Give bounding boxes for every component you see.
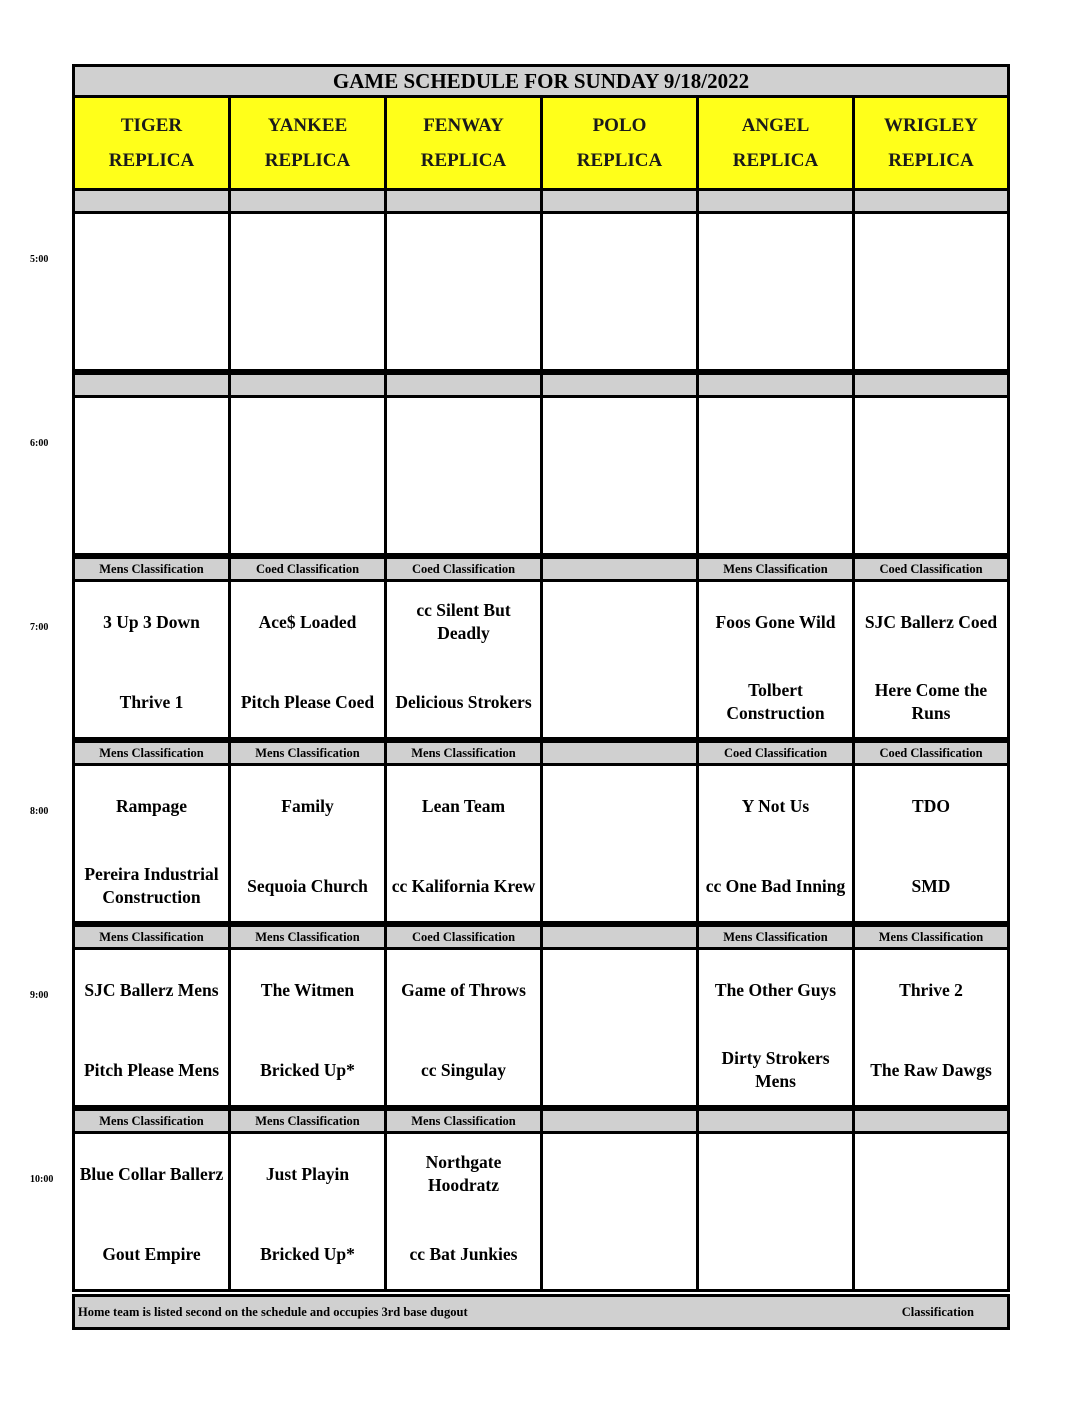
away-team: Thrive 2 xyxy=(899,979,963,1000)
classification-cell xyxy=(543,743,696,763)
field-name: POLO xyxy=(592,115,647,136)
time-label: 8:00 xyxy=(30,806,49,817)
classification-cell: Mens Classification xyxy=(723,929,828,944)
away-team xyxy=(855,398,1007,478)
classification-cell xyxy=(387,375,540,395)
game-cell xyxy=(543,950,696,1105)
classification-cell: Coed Classification xyxy=(879,561,983,576)
game-cell xyxy=(855,950,1007,1105)
home-team xyxy=(855,478,1007,558)
away-team xyxy=(855,1134,1007,1214)
away-team xyxy=(543,582,696,662)
home-team: Gout Empire xyxy=(102,1243,201,1264)
field-header-2 xyxy=(231,98,384,188)
home-team xyxy=(699,294,852,374)
classification-cell: Mens Classification xyxy=(411,745,516,760)
home-team xyxy=(543,1030,696,1110)
away-team xyxy=(75,214,228,294)
field-type: REPLICA xyxy=(732,150,819,171)
away-team xyxy=(543,398,696,478)
classification-cell: Coed Classification xyxy=(255,561,360,576)
home-team: Thrive 1 xyxy=(119,691,184,712)
away-team xyxy=(387,214,540,294)
classification-cell xyxy=(543,927,696,947)
game-cell xyxy=(75,766,228,921)
home-team: SMD xyxy=(911,875,951,896)
field-type: REPLICA xyxy=(108,150,195,171)
field-type: REPLICA xyxy=(576,150,663,171)
classification-cell: Mens Classification xyxy=(99,561,204,576)
classification-cell xyxy=(855,191,1007,211)
field-type: REPLICA xyxy=(264,150,351,171)
away-team xyxy=(543,950,696,1030)
classification-cell: Mens Classification xyxy=(255,929,360,944)
away-team xyxy=(543,766,696,846)
game-cell xyxy=(387,582,540,737)
away-team xyxy=(699,1134,852,1214)
away-team xyxy=(543,214,696,294)
classification-cell: Mens Classification xyxy=(99,929,204,944)
home-team xyxy=(543,662,696,742)
away-team: 3 Up 3 Down xyxy=(103,611,200,632)
game-cell xyxy=(387,1134,540,1289)
field-name: YANKEE xyxy=(267,115,348,136)
field-name: ANGEL xyxy=(741,115,810,136)
classification-cell xyxy=(855,1111,1007,1131)
game-row xyxy=(72,211,1010,372)
classification-cell: Mens Classification xyxy=(99,1113,204,1128)
home-team xyxy=(855,1214,1007,1294)
away-team: Game of Throws xyxy=(401,979,526,1000)
classification-cell xyxy=(543,559,696,579)
away-team: Y Not Us xyxy=(741,795,810,816)
game-cell xyxy=(543,214,696,369)
classification-cell: Coed Classification xyxy=(411,561,516,576)
away-team: The Other Guys xyxy=(714,979,837,1000)
away-team xyxy=(855,214,1007,294)
classification-cell: Coed Classification xyxy=(411,929,516,944)
game-cell xyxy=(231,398,384,553)
game-cell xyxy=(699,950,852,1105)
classification-cell xyxy=(543,191,696,211)
game-cell xyxy=(75,214,228,369)
field-header-5 xyxy=(699,98,852,188)
away-team: TDO xyxy=(912,795,950,816)
classification-cell: Mens Classification xyxy=(99,745,204,760)
home-team: cc Bat Junkies xyxy=(409,1243,518,1264)
home-team: Pereira Industrial Construction xyxy=(84,864,219,907)
classification-cell: Mens Classification xyxy=(723,561,828,576)
game-cell xyxy=(855,398,1007,553)
home-team-note: Home team is listed second on the schedule and occupies 3rd base dugout xyxy=(78,1304,468,1319)
away-team: SJC Ballerz Mens xyxy=(84,979,219,1000)
away-team: Ace$ Loaded xyxy=(258,611,357,632)
home-team: Sequoia Church xyxy=(247,875,368,896)
field-header-3 xyxy=(387,98,540,188)
game-cell xyxy=(699,1134,852,1289)
home-team xyxy=(543,294,696,374)
classification-cell: Coed Classification xyxy=(723,745,828,760)
game-cell xyxy=(387,766,540,921)
home-team: cc Kalifornia Krew xyxy=(391,875,536,896)
field-header-1 xyxy=(75,98,228,188)
field-name: FENWAY xyxy=(423,115,504,136)
game-cell xyxy=(543,1134,696,1289)
game-cell xyxy=(699,582,852,737)
game-cell xyxy=(231,582,384,737)
away-team xyxy=(231,398,384,478)
time-label: 9:00 xyxy=(30,990,49,1001)
game-row xyxy=(72,947,1010,1108)
title-bar xyxy=(72,64,1010,98)
classification-cell: Mens Classification xyxy=(255,745,360,760)
classification-cell: Mens Classification xyxy=(255,1113,360,1128)
field-header-4 xyxy=(543,98,696,188)
away-team: Just Playin xyxy=(265,1163,350,1184)
game-cell xyxy=(75,1134,228,1289)
game-row xyxy=(72,579,1010,740)
home-team: Bricked Up* xyxy=(260,1243,355,1264)
away-team: The Witmen xyxy=(260,979,355,1000)
classification-cell xyxy=(387,191,540,211)
home-team: Here Come the Runs xyxy=(874,680,988,723)
away-team xyxy=(75,398,228,478)
game-cell xyxy=(387,398,540,553)
game-cell xyxy=(231,950,384,1105)
away-team: cc Silent But Deadly xyxy=(416,600,511,643)
field-header-row xyxy=(72,95,1010,191)
game-cell xyxy=(75,398,228,553)
away-team: Rampage xyxy=(116,795,187,816)
classification-cell xyxy=(75,191,228,211)
game-cell xyxy=(231,766,384,921)
away-team: Lean Team xyxy=(421,795,506,816)
game-cell xyxy=(699,766,852,921)
game-cell xyxy=(75,582,228,737)
field-header-6 xyxy=(855,98,1007,188)
home-team xyxy=(543,1214,696,1294)
home-team: Pitch Please Mens xyxy=(83,1059,220,1080)
home-team xyxy=(543,478,696,558)
away-team: Blue Collar Ballerz xyxy=(79,1163,224,1184)
home-team: Dirty Strokers Mens xyxy=(721,1048,830,1091)
home-team xyxy=(75,294,228,374)
time-label: 10:00 xyxy=(30,1174,54,1185)
away-team xyxy=(231,214,384,294)
game-cell xyxy=(387,214,540,369)
away-team xyxy=(699,214,852,294)
classification-cell xyxy=(75,375,228,395)
home-team: Tolbert Construction xyxy=(726,680,825,723)
game-cell xyxy=(231,214,384,369)
classification-cell: Mens Classification xyxy=(878,929,984,944)
classification-cell xyxy=(231,191,384,211)
schedule-title: GAME SCHEDULE FOR SUNDAY 9/18/2022 xyxy=(332,68,750,93)
game-cell xyxy=(75,950,228,1105)
time-label: 5:00 xyxy=(30,254,49,265)
away-team: SJC Ballerz Coed xyxy=(864,611,998,632)
home-team xyxy=(699,478,852,558)
game-row xyxy=(72,1131,1010,1292)
game-cell xyxy=(543,582,696,737)
away-team: Foos Gone Wild xyxy=(715,611,836,632)
game-cell xyxy=(855,1134,1007,1289)
home-team xyxy=(543,846,696,926)
game-row xyxy=(72,763,1010,924)
home-team: Bricked Up* xyxy=(260,1059,355,1080)
game-cell xyxy=(543,766,696,921)
field-type: REPLICA xyxy=(888,150,974,171)
away-team: Family xyxy=(281,795,334,816)
game-cell xyxy=(699,398,852,553)
home-team xyxy=(75,478,228,558)
game-cell xyxy=(387,950,540,1105)
home-team xyxy=(387,294,540,374)
classification-cell: Mens Classification xyxy=(411,1113,516,1128)
time-label: 6:00 xyxy=(30,438,49,449)
home-team xyxy=(699,1214,852,1294)
field-name: WRIGLEY xyxy=(884,115,978,136)
home-team: The Raw Dawgs xyxy=(870,1059,992,1080)
game-cell xyxy=(855,582,1007,737)
time-label: 7:00 xyxy=(30,622,49,633)
classification-cell xyxy=(543,375,696,395)
home-team xyxy=(231,294,384,374)
home-team: cc Singulay xyxy=(420,1059,507,1080)
classification-cell xyxy=(855,375,1007,395)
away-team xyxy=(543,1134,696,1214)
classification-label: Classification xyxy=(901,1304,974,1319)
game-row xyxy=(72,395,1010,556)
field-type: REPLICA xyxy=(420,150,507,171)
classification-cell xyxy=(699,1111,852,1131)
classification-cell: Coed Classification xyxy=(879,745,983,760)
home-team: Delicious Strokers xyxy=(395,691,532,712)
game-cell xyxy=(855,766,1007,921)
field-name: TIGER xyxy=(120,115,183,136)
away-team xyxy=(387,398,540,478)
game-cell xyxy=(855,214,1007,369)
away-team xyxy=(699,398,852,478)
game-cell xyxy=(231,1134,384,1289)
classification-cell xyxy=(699,191,852,211)
game-cell xyxy=(543,398,696,553)
classification-cell xyxy=(543,1111,696,1131)
footer-bar xyxy=(72,1294,1010,1330)
classification-cell xyxy=(231,375,384,395)
home-team xyxy=(387,478,540,558)
home-team: cc One Bad Inning xyxy=(705,875,846,896)
home-team xyxy=(855,294,1007,374)
away-team: Northgate Hoodratz xyxy=(425,1152,502,1195)
home-team: Pitch Please Coed xyxy=(240,691,375,712)
game-cell xyxy=(699,214,852,369)
home-team xyxy=(231,478,384,558)
classification-cell xyxy=(699,375,852,395)
